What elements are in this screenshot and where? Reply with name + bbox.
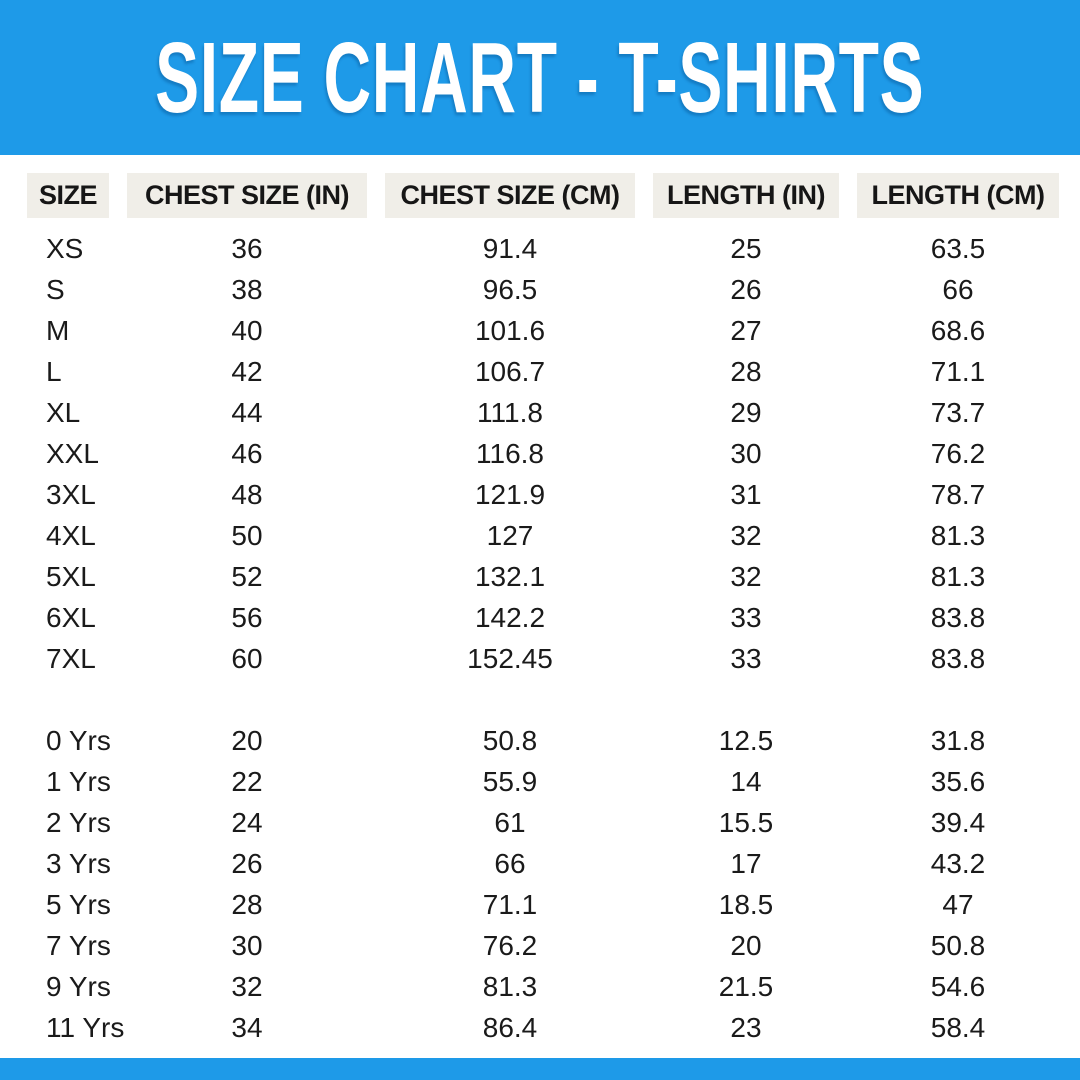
value-cell: 63.5 [930,232,986,264]
value-cell: 121.9 [474,478,546,510]
value-cell: 48 [231,478,263,510]
value-cell: 81.3 [930,560,986,592]
size-label-cell: XL [46,396,81,428]
table-row [0,433,1080,474]
value-cell: 46 [231,437,263,469]
value-cell: 116.8 [476,437,544,469]
value-cell: 20 [231,724,263,756]
value-cell: 39.4 [930,806,986,838]
value-cell: 83.8 [930,601,986,633]
value-cell: 20 [730,929,762,961]
size-label-cell: 11 Yrs [46,1011,125,1043]
value-cell: 33 [730,601,762,633]
value-cell: 86.4 [482,1011,538,1043]
size-label-cell: 7XL [46,642,96,674]
value-cell: 25 [730,232,762,264]
value-cell: 33 [730,642,762,674]
value-cell: 31.8 [930,724,986,756]
value-cell: 71.1 [930,355,986,387]
column-header-size: SIZE [27,173,109,218]
table-row [0,720,1080,761]
size-label-cell: 7 Yrs [46,929,111,961]
size-label-cell: 2 Yrs [46,806,111,838]
value-cell: 96.5 [482,273,538,305]
table-row [0,966,1080,1007]
value-cell: 71.1 [482,888,538,920]
value-cell: 26 [231,847,263,879]
value-cell: 17 [730,847,762,879]
value-cell: 152.45 [467,642,553,674]
table-row [0,843,1080,884]
value-cell: 18.5 [718,888,774,920]
value-cell: 40 [231,314,263,346]
value-cell: 56 [231,601,263,633]
table-row [0,310,1080,351]
table-row [0,884,1080,925]
value-cell: 34 [231,1011,263,1043]
value-cell: 76.2 [930,437,986,469]
value-cell: 12.5 [718,724,774,756]
value-cell: 83.8 [930,642,986,674]
size-label-cell: M [46,314,70,346]
table-row [0,556,1080,597]
table-row [0,597,1080,638]
value-cell: 30 [730,437,762,469]
value-cell: 68.6 [930,314,986,346]
size-label-cell: 3XL [46,478,96,510]
value-cell: 36 [231,232,263,264]
size-label-cell: XXL [46,437,99,469]
value-cell: 58.4 [930,1011,986,1043]
table-body [0,228,1080,1048]
value-cell: 32 [730,560,762,592]
size-label-cell: 6XL [46,601,96,633]
size-label-cell: L [46,355,62,387]
value-cell: 101.6 [474,314,546,346]
value-cell: 66 [494,847,526,879]
size-label-cell: S [46,273,65,305]
value-cell: 127 [486,519,534,551]
value-cell: 22 [231,765,263,797]
bottom-accent-bar [0,1058,1080,1080]
table-row [0,474,1080,515]
value-cell: 66 [942,273,974,305]
size-label-cell: 9 Yrs [46,970,111,1002]
value-cell: 106.7 [474,355,546,387]
value-cell: 81.3 [482,970,538,1002]
size-label-cell: 5XL [46,560,96,592]
value-cell: 28 [730,355,762,387]
value-cell: 55.9 [482,765,538,797]
table-row [0,228,1080,269]
value-cell: 50 [231,519,263,551]
value-cell: 32 [730,519,762,551]
value-cell: 31 [730,478,762,510]
value-cell: 60 [231,642,263,674]
value-cell: 21.5 [718,970,774,1002]
column-header-length-in: LENGTH (IN) [653,173,839,218]
table-row [0,269,1080,310]
value-cell: 54.6 [930,970,986,1002]
value-cell: 91.4 [482,232,538,264]
value-cell: 42 [231,355,263,387]
value-cell: 111.8 [477,396,543,428]
value-cell: 78.7 [930,478,986,510]
value-cell: 76.2 [482,929,538,961]
value-cell: 73.7 [930,396,986,428]
value-cell: 14 [730,765,762,797]
column-header-length-cm: LENGTH (CM) [857,173,1059,218]
value-cell: 52 [231,560,263,592]
table-row [0,392,1080,433]
size-label-cell: 3 Yrs [46,847,111,879]
size-label-cell: 4XL [46,519,96,551]
value-cell: 15.5 [718,806,774,838]
value-cell: 27 [730,314,762,346]
value-cell: 132.1 [474,560,546,592]
value-cell: 26 [730,273,762,305]
table-row [0,638,1080,679]
page-title: SIZE CHART - T-SHIRTS [155,21,925,134]
size-label-cell: XS [46,232,84,264]
column-header-chest-size-cm: CHEST SIZE (CM) [385,173,635,218]
value-cell: 50.8 [482,724,538,756]
table-row [0,925,1080,966]
value-cell: 43.2 [930,847,986,879]
value-cell: 81.3 [930,519,986,551]
size-label-cell: 1 Yrs [46,765,111,797]
table-row [0,515,1080,556]
table-header-row [0,173,1080,218]
value-cell: 47 [942,888,974,920]
value-cell: 30 [231,929,263,961]
value-cell: 35.6 [930,765,986,797]
table-row [0,802,1080,843]
value-cell: 50.8 [930,929,986,961]
value-cell: 23 [730,1011,762,1043]
size-label-cell: 0 Yrs [46,724,111,756]
size-label-cell: 5 Yrs [46,888,111,920]
title-banner [0,0,1080,155]
table-row [0,761,1080,802]
value-cell: 38 [231,273,263,305]
value-cell: 29 [730,396,762,428]
value-cell: 24 [231,806,263,838]
group-spacer [0,679,1080,720]
value-cell: 142.2 [474,601,546,633]
value-cell: 61 [494,806,526,838]
value-cell: 28 [231,888,263,920]
value-cell: 32 [231,970,263,1002]
value-cell: 44 [231,396,263,428]
size-table [0,173,1080,1048]
table-row [0,1007,1080,1048]
table-row [0,351,1080,392]
column-header-chest-size-in: CHEST SIZE (IN) [127,173,367,218]
